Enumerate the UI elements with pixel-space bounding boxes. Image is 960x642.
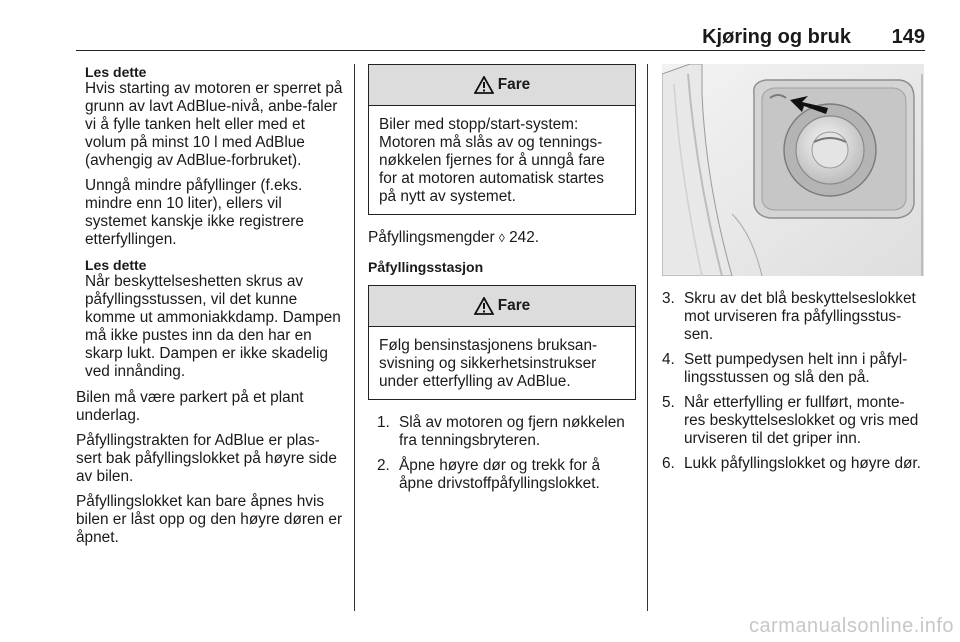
note-text: Unngå mindre påfyllinger (f.eks. mindre enn 10 liter), ellers vil systemet kanskje ikke registrere etterfyllingen. — [85, 177, 304, 248]
warning-header — [369, 65, 635, 106]
paragraph: Bilen må være parkert på et plant underlag. — [76, 389, 304, 424]
warning-triangle-icon — [474, 297, 494, 315]
note-title: Les dette — [85, 257, 147, 273]
list-item — [662, 290, 926, 344]
list-item — [662, 455, 926, 473]
step-text: Når etterfylling er fullført, monte-res beskyttelseslokket og vris med urviseren til det griper inn. — [684, 394, 919, 447]
xref-text: Påfyllingsmengder — [368, 229, 495, 246]
step-text: Lukk påfyllingslokket og høyre dør. — [684, 455, 921, 472]
list-item — [377, 457, 636, 493]
step-list — [662, 290, 926, 473]
warning-text: Biler med stopp/start-system: Motoren må slås av og tennings-nøkkelen fjernes for å unngå fare for at motoren automatisk startes på nytt av systemet. — [379, 116, 605, 205]
note-text: Når beskyttelseshetten skrus av påfyllingsstussen, vil det kunne komme ut ammoniakkdamp. Dampen må ikke pustes inn da den har en skarp lukt. Dampen er ikke skadelig ved innånding. — [85, 273, 341, 380]
note-text: Hvis starting av motoren er sperret på grunn av lavt AdBlue-nivå, anbe-faler vi å fylle tanken helt eller med et volum på minst 10 l med AdBlue (avhengig av AdBlue-forbruket). — [85, 80, 343, 169]
step-text: Sett pumpedysen helt inn i påfyl-lingsstussen og slå den på. — [684, 351, 908, 386]
warning-header — [369, 286, 635, 327]
step-list — [368, 414, 636, 493]
paragraph: Påfyllingslokket kan bare åpnes hvis bilen er låst opp og den høyre døren er åpnet. — [76, 493, 343, 546]
step-number: 6. — [662, 455, 675, 472]
note-title: Les dette — [85, 64, 147, 80]
column-divider — [354, 64, 355, 611]
page-header — [76, 24, 925, 51]
watermark: carmanualsonline.info — [748, 615, 954, 637]
page-number: 149 — [891, 26, 925, 48]
paragraph: Påfyllingstrakten for AdBlue er plas-sert bak påfyllingslokket på høyre side av bilen. — [76, 432, 337, 485]
step-text: Slå av motoren og fjern nøkkelen fra tenningsbryteren. — [399, 414, 625, 449]
list-item — [662, 351, 926, 387]
step-number: 4. — [662, 351, 675, 368]
page-ref-icon: ◊ — [498, 231, 505, 245]
note-box — [85, 64, 344, 249]
list-item — [377, 414, 636, 450]
warning-label: Fare — [497, 297, 531, 314]
subheading: Påfyllingsstasjon — [368, 259, 484, 275]
column-middle — [368, 64, 636, 500]
xref-page: 242. — [509, 229, 540, 246]
note-box — [85, 257, 344, 381]
column-right — [662, 64, 926, 480]
warning-box — [368, 64, 636, 215]
list-item — [662, 394, 926, 448]
warning-box — [368, 285, 636, 400]
warning-text: Følg bensinstasjonens bruksan-svisning og sikkerhetsinstrukser under etterfylling av AdBlue. — [379, 337, 598, 390]
warning-triangle-icon — [474, 76, 494, 94]
column-divider — [647, 64, 648, 611]
step-number: 5. — [662, 394, 675, 411]
warning-label: Fare — [497, 76, 531, 93]
cross-reference — [368, 229, 636, 247]
step-text: Åpne høyre dør og trekk for å åpne drivstoffpåfyllingslokket. — [399, 457, 601, 492]
step-text: Skru av det blå beskyttelseslokket mot urviseren fra påfyllingsstus-sen. — [684, 290, 916, 343]
step-number: 1. — [377, 414, 390, 431]
fuel-flap-illustration — [662, 64, 924, 276]
step-number: 3. — [662, 290, 675, 307]
step-number: 2. — [377, 457, 390, 474]
section-title: Kjøring og bruk — [702, 26, 851, 48]
column-left — [76, 64, 344, 554]
